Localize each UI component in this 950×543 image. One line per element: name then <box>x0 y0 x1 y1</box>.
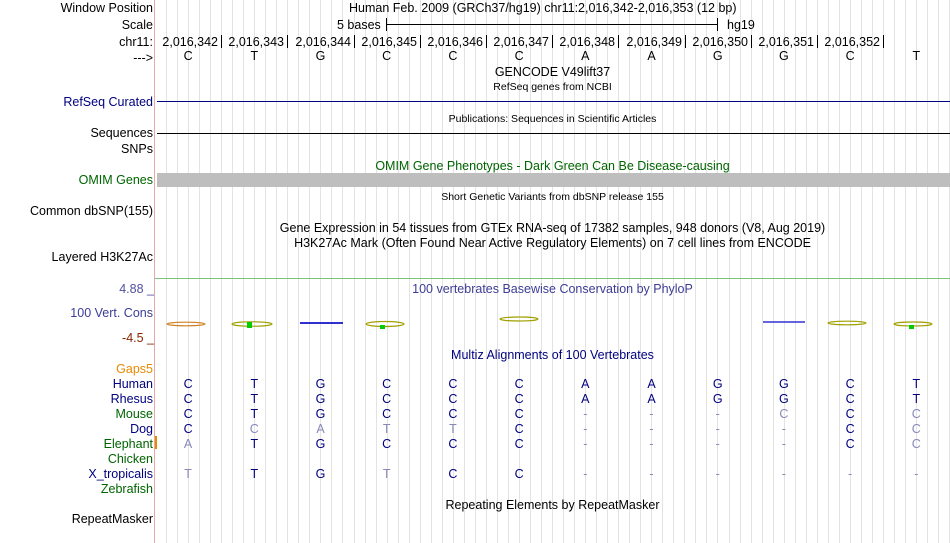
coordinate-label: 2,016,345 <box>361 35 417 49</box>
alignment-base: C <box>382 392 392 406</box>
conservation-max-label: 4.88 _ <box>119 282 154 296</box>
scale-bar-left-end <box>386 18 387 31</box>
alignment-base: T <box>912 377 921 391</box>
alignment-base: C <box>911 422 921 436</box>
refseq-track-subtitle: RefSeq genes from NCBI <box>493 81 612 93</box>
sequence-base: T <box>250 49 259 63</box>
alignment-base: - <box>649 407 654 421</box>
alignment-base: - <box>583 422 588 436</box>
alignment-base: - <box>715 422 720 436</box>
alignment-base: - <box>781 422 786 436</box>
alignment-base: C <box>845 377 855 391</box>
conservation-marks-1 <box>167 322 404 330</box>
alignment-base: G <box>779 392 789 406</box>
coordinate-label: 2,016,347 <box>493 35 549 49</box>
alignment-base: - <box>715 437 720 451</box>
alignment-base: C <box>514 422 524 436</box>
sequence-base: G <box>315 49 326 63</box>
alignment-base: G <box>712 392 723 406</box>
sequence-base: G <box>712 49 723 63</box>
alignment-base: C <box>514 377 524 391</box>
alignment-base: T <box>449 422 457 436</box>
sequence-base: A <box>581 49 590 63</box>
sequence-base: C <box>382 49 392 63</box>
elephant-gap-marker <box>155 436 157 449</box>
scale-label: Scale <box>121 18 153 32</box>
alignment-base: T <box>382 422 391 436</box>
coordinate-label: 2,016,352 <box>824 35 880 49</box>
alignment-base: - <box>649 437 654 451</box>
sequence-base: C <box>845 49 855 63</box>
alignment-base: A <box>647 392 656 406</box>
common-dbsnp-label[interactable]: Common dbSNP(155) <box>30 204 153 218</box>
coordinate-label: 2,016,343 <box>228 35 284 49</box>
species-label-mouse[interactable]: Mouse <box>115 407 153 421</box>
alignment-base: - <box>583 467 588 481</box>
alignment-base: T <box>250 392 259 406</box>
alignment-base: G <box>315 437 326 451</box>
gtex-track-title[interactable]: Gene Expression in 54 tissues from GTEx RNA-seq of 17382 samples, 948 donors (V8, Aug 2019) <box>279 221 826 235</box>
coordinate-tick <box>221 35 222 48</box>
alignment-base: C <box>448 407 458 421</box>
omim-track-title[interactable]: OMIM Gene Phenotypes - Dark Green Can Be Disease-causing <box>375 159 730 173</box>
strand-label[interactable]: ---> <box>133 51 153 65</box>
sequence-base: G <box>779 49 789 63</box>
alignment-base: - <box>649 422 654 436</box>
coordinate-label: 2,016,350 <box>692 35 748 49</box>
alignment-base: C <box>845 422 855 436</box>
alignment-base: C <box>845 407 855 421</box>
alignment-base: G <box>315 467 326 481</box>
sequence-base: A <box>647 49 656 63</box>
alignment-base: C <box>448 377 458 391</box>
scale-bar-right-end <box>717 18 718 31</box>
alignment-base: A <box>581 377 590 391</box>
alignment-base: T <box>184 467 192 481</box>
vert-cons-label[interactable]: 100 Vert. Cons <box>70 306 153 320</box>
sequence-base: C <box>448 49 458 63</box>
alignment-base: - <box>781 437 786 451</box>
alignment-base: C <box>183 407 193 421</box>
conservation-min-label: -4.5 _ <box>122 331 154 345</box>
repeatmasker-track-title[interactable]: Repeating Elements by RepeatMasker <box>445 498 660 512</box>
alignment-base: C <box>249 422 259 436</box>
h3k27ac-baseline <box>155 278 950 279</box>
assembly-label: hg19 <box>727 18 755 32</box>
species-label-chicken[interactable]: Chicken <box>107 452 153 466</box>
alignment-base: C <box>183 377 193 391</box>
layered-h3k27ac-label[interactable]: Layered H3K27Ac <box>51 250 153 264</box>
sequence-base: C <box>183 49 193 63</box>
scale-bar <box>386 24 718 25</box>
alignment-base: C <box>183 392 193 406</box>
sequences-label[interactable]: Sequences <box>90 126 153 140</box>
alignment-base: - <box>583 437 588 451</box>
sequence-base: C <box>514 49 524 63</box>
omim-gene-bar[interactable] <box>157 173 950 187</box>
repeatmasker-label[interactable]: RepeatMasker <box>71 512 153 526</box>
alignment-base: G <box>315 392 326 406</box>
alignment-base: T <box>250 437 259 451</box>
multiz-track-title[interactable]: Multiz Alignments of 100 Vertebrates <box>451 348 654 362</box>
alignment-base: T <box>912 392 921 406</box>
alignment-base: C <box>448 392 458 406</box>
alignment-base: C <box>382 407 392 421</box>
alignment-base: G <box>779 377 789 391</box>
alignment-base: C <box>779 407 789 421</box>
coordinate-label: 2,016,344 <box>295 35 351 49</box>
alignment-base: A <box>316 422 325 436</box>
alignment-base: T <box>250 467 259 481</box>
coordinate-tick <box>685 35 686 48</box>
coordinate-label: 2,016,349 <box>626 35 682 49</box>
window-position-title: Human Feb. 2009 (GRCh37/hg19) chr11:2,016,342-2,016,353 (12 bp) <box>349 1 737 15</box>
conservation-marks-2 <box>500 317 932 329</box>
alignment-base: A <box>581 392 590 406</box>
species-label-zebrafish[interactable]: Zebrafish <box>100 482 153 496</box>
species-label-x_tropicalis[interactable]: X_tropicalis <box>88 467 153 481</box>
coordinate-tick <box>552 35 553 48</box>
alignment-base: - <box>914 467 919 481</box>
alignment-base: C <box>514 467 524 481</box>
alignment-base: - <box>781 467 786 481</box>
dbsnp-track-title[interactable]: Short Genetic Variants from dbSNP release 155 <box>441 191 664 203</box>
alignment-base: C <box>514 407 524 421</box>
alignment-base: C <box>845 437 855 451</box>
alignment-base: C <box>183 422 193 436</box>
conservation-wiggle[interactable] <box>155 310 950 334</box>
coordinate-label: 2,016,351 <box>758 35 814 49</box>
chrom-label: chr11: <box>119 35 153 49</box>
refseq-curated-label[interactable]: RefSeq Curated <box>63 95 153 109</box>
species-label-rhesus[interactable]: Rhesus <box>110 392 153 406</box>
gaps-label[interactable]: Gaps5 <box>116 362 153 376</box>
alignment-base: C <box>448 437 458 451</box>
alignment-base: T <box>250 407 259 421</box>
window-position-label: Window Position <box>60 1 153 15</box>
h3k27ac-track-title[interactable]: H3K27Ac Mark (Often Found Near Active Regulatory Elements) on 7 cell lines from ENCODE <box>294 236 811 250</box>
alignment-base: C <box>382 437 392 451</box>
species-label-dog[interactable]: Dog <box>130 422 153 436</box>
alignment-base: G <box>315 377 326 391</box>
species-label-human[interactable]: Human <box>112 377 153 391</box>
conservation-track-title[interactable]: 100 vertebrates Basewise Conservation by PhyloP <box>412 282 693 296</box>
alignment-base: C <box>845 392 855 406</box>
omim-genes-label[interactable]: OMIM Genes <box>78 173 153 187</box>
coordinate-tick <box>618 35 619 48</box>
coordinate-tick <box>287 35 288 48</box>
alignment-base: A <box>183 437 193 451</box>
gencode-track-title[interactable]: GENCODE V49lift37 <box>494 65 611 79</box>
coordinate-tick <box>486 35 487 48</box>
snps-label[interactable]: SNPs <box>121 142 153 156</box>
alignment-base: - <box>715 407 720 421</box>
sequences-line[interactable] <box>157 133 950 134</box>
publications-track-title[interactable]: Publications: Sequences in Scientific Articles <box>448 113 657 125</box>
coordinate-label: 2,016,342 <box>162 35 218 49</box>
species-label-elephant[interactable]: Elephant <box>103 437 153 451</box>
scale-text: 5 bases <box>337 18 381 32</box>
alignment-base: G <box>712 377 723 391</box>
alignment-base: - <box>715 467 720 481</box>
coordinate-tick <box>817 35 818 48</box>
coordinate-tick <box>751 35 752 48</box>
alignment-base: C <box>911 407 921 421</box>
alignment-base: C <box>382 377 392 391</box>
coordinate-tick <box>354 35 355 48</box>
alignment-base: - <box>649 467 654 481</box>
refseq-gene-line[interactable] <box>157 101 950 102</box>
alignment-base: T <box>250 377 259 391</box>
alignment-base: G <box>315 407 326 421</box>
coordinate-label: 2,016,346 <box>427 35 483 49</box>
alignment-base: C <box>448 467 458 481</box>
alignment-base: - <box>848 467 853 481</box>
alignment-base: C <box>514 392 524 406</box>
sequence-base: T <box>912 49 921 63</box>
coordinate-label: 2,016,348 <box>559 35 615 49</box>
alignment-base: A <box>647 377 656 391</box>
coordinate-tick <box>883 35 884 48</box>
alignment-base: C <box>911 437 921 451</box>
alignment-base: C <box>514 437 524 451</box>
alignment-base: - <box>583 407 588 421</box>
alignment-base: T <box>382 467 391 481</box>
coordinate-tick <box>420 35 421 48</box>
